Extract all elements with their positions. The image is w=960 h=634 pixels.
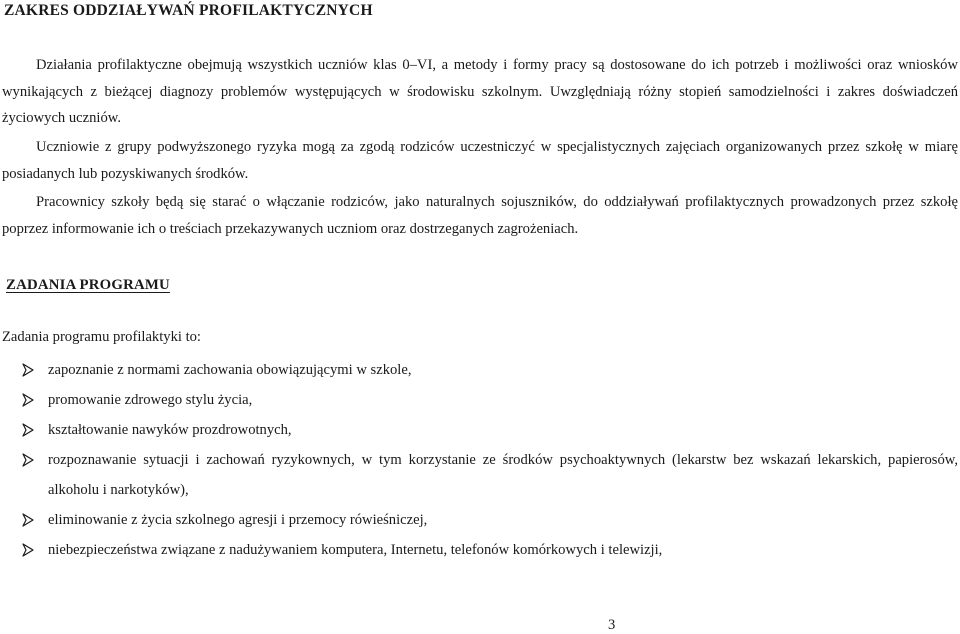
document-title: ZAKRES ODDZIAŁYWAŃ PROFILAKTYCZNYCH (4, 2, 373, 19)
list-item-text: niebezpieczeństwa związane z nadużywaniem komputera, Internetu, telefonów komórkowych i telewizji, (48, 542, 663, 558)
arrowhead-bullet-icon (22, 423, 34, 437)
page-number: 3 (608, 617, 616, 633)
paragraph-scope-text: Działania profilaktyczne obejmują wszystkich uczniów klas 0–VI, a metody i formy pracy są dostosowane do ich potrzeb i możliwości oraz wniosków wynikających z bieżącej diagnozy problemów występujących w środowisku szkolnym. Uwzględniają różny stopień samodzielności i zakres doświadczeń życiowych uczniów. (2, 57, 958, 126)
list-item-text: kształtowanie nawyków prozdrowotnych, (48, 422, 292, 438)
arrowhead-bullet-icon (22, 513, 34, 527)
arrowhead-bullet-icon (22, 393, 34, 407)
list-item (0, 535, 960, 565)
paragraph-risk-group (2, 134, 958, 187)
list-item-text: zapoznanie z normami zachowania obowiązującymi w szkole, (48, 362, 412, 378)
tasks-intro: Zadania programu profilaktyki to: (2, 329, 201, 345)
section-heading: ZADANIA PROGRAMU (6, 277, 170, 293)
list-item-text: eliminowanie z życia szkolnego agresji i przemocy rówieśniczej, (48, 512, 428, 528)
list-item-text: rozpoznawanie sytuacji i zachowań ryzykownych, w tym korzystanie ze środków psychoaktywnych (lekarstw bez wskazań lekarskich, papierosów, alkoholu i narkotyków), (48, 452, 958, 498)
arrowhead-bullet-icon (22, 543, 34, 557)
list-item (0, 505, 960, 535)
paragraph-parents (2, 189, 958, 242)
list-item-text: promowanie zdrowego stylu życia, (48, 392, 253, 408)
list-item (0, 385, 960, 415)
paragraph-parents-text: Pracownicy szkoły będą się starać o włączanie rodziców, jako naturalnych sojuszników, do oddziaływań profilaktycznych prowadzonych przez szkołę poprzez informowanie ich o treściach przekazywanych uczniom oraz dostrzeganych zagrożeniach. (2, 194, 958, 237)
arrowhead-bullet-icon (22, 363, 34, 377)
arrowhead-bullet-icon (22, 453, 34, 467)
task-list (0, 355, 960, 565)
paragraph-risk-group-text: Uczniowie z grupy podwyższonego ryzyka mogą za zgodą rodziców uczestniczyć w specjalistycznych zajęciach organizowanych przez szkołę w miarę posiadanych lub pozyskiwanych środków. (2, 139, 958, 182)
list-item (0, 355, 960, 385)
list-item (0, 445, 960, 505)
list-item (0, 415, 960, 445)
paragraph-scope (2, 52, 958, 132)
